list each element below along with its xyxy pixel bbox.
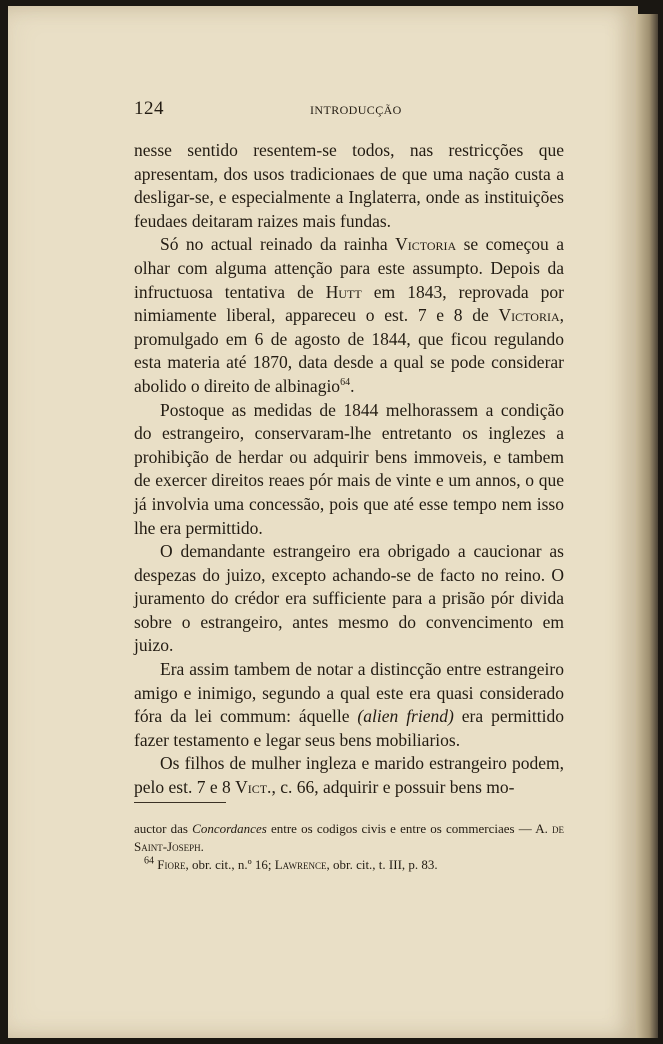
author-fiore: Fiore [157, 857, 186, 872]
text-run: entre os codigos civis e entre os commerciaes — A. [266, 821, 552, 836]
title-concordances: Concordances [192, 821, 267, 836]
text-run: era permittido fazer testamento e legar seus bens mobiliarios. [134, 706, 564, 750]
text-run: , obr. cit., t. III, p. 83. [326, 857, 438, 872]
paragraph-2 [134, 233, 564, 398]
name-victoria: Victoria [395, 234, 457, 255]
text-run: , obr. cit., n.º 16; [185, 857, 275, 872]
abbrev-vict: Vict. [235, 777, 272, 798]
running-title: INTRODUCÇÃO [310, 103, 402, 117]
page-number: 124 [134, 98, 164, 119]
paragraph-4: O demandante estrangeiro era obrigado a caucionar as despezas do juizo, excepto achando-se de facto no reino. O juramento do crédor era sufficiente para a prisão pór divida sobre o estrangeiro, antes mesmo do convencimento em juizo. [134, 541, 564, 656]
text-run: em 1843, reprovada por nimiamente liberal, appareceu o est. 7 e 8 de [134, 281, 564, 326]
main-text [134, 139, 564, 800]
text-run: . [200, 839, 204, 854]
paragraph-3: Postoque as medidas de 1844 melhorassem a condição do estrangeiro, conservaram-lhe entretanto os inglezes a prohibição de herdar ou adquirir bens immoveis, e tambem de exercer direitos reaes pór mais de vinte e um annos, o que já involvia uma concessão, pois que até esse tempo nem isso lhe era permittido. [134, 399, 564, 538]
footnote-ref-64: 64 [340, 377, 351, 389]
text-run: Só no actual reinado da rainha [160, 234, 396, 255]
name-hutt: Hutt [325, 281, 362, 302]
paragraph-5 [134, 658, 564, 752]
name-victoria: Victoria [498, 305, 560, 326]
author-lawrence: Lawrence [274, 857, 327, 872]
footnote-number: 64 [144, 855, 154, 867]
text-run: , promulgado em 6 de agosto de 1844, que ficou regulando esta materia até 1870, data desde a qual se pode considerar abolido o direito de albinagio [134, 305, 564, 396]
paragraph-6 [134, 752, 564, 799]
running-head [134, 98, 564, 122]
footnote-continuation [134, 820, 564, 856]
text-run: , c. 66, adquirir e possuir bens mo- [271, 777, 515, 798]
text-run: se começou a olhar com alguma attenção para este assumpto. Depois da infructuosa tentativa de [134, 234, 564, 302]
text-run: Os filhos de mulher ingleza e marido estrangeiro podem, pelo est. 7 e 8 [134, 753, 564, 798]
footnote-64 [134, 856, 564, 874]
text-run: auctor das [134, 821, 193, 836]
text-run: . [350, 375, 355, 396]
footnotes [134, 820, 564, 874]
alien-friend-term: (alien friend) [357, 706, 454, 727]
text-run: Era assim tambem de notar a distincção entre estrangeiro amigo e inimigo, segundo a qual este era quasi considerado fóra da lei commum: áquelle [134, 659, 564, 727]
footnote-divider [134, 802, 226, 803]
author-name: de Saint-Joseph [134, 821, 564, 854]
paragraph-1: nesse sentido resentem-se todos, nas restricções que apresentam, dos usos tradicionaes de que uma nação custa a desligar-se, e especialmente a Inglaterra, onde as instituições feudaes deitaram raizes mais fundas. [134, 140, 564, 231]
